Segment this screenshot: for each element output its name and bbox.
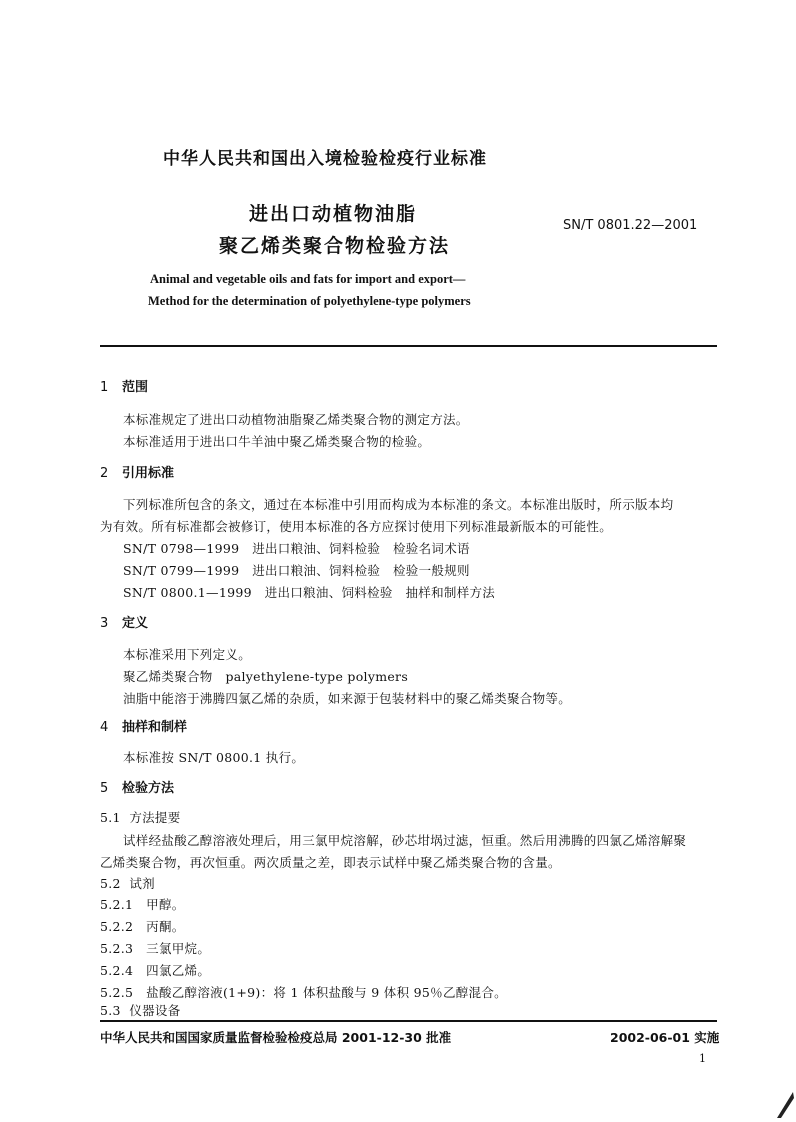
definition-text: 油脂中能溶于沸腾四氯乙烯的杂质，如来源于包装材料中的聚乙烯类聚合物等。 <box>123 691 572 706</box>
reference-item: SN/T 0800.1—1999 进出口粮油、饲料检验 抽样和制样方法 <box>123 585 496 600</box>
section-5-heading: 5 检验方法 <box>100 781 175 796</box>
approval-line: 中华人民共和国国家质量监督检验检疫总局 2001-12-30 批准 <box>100 1030 452 1045</box>
english-title-line-1: Animal and vegetable oils and fats for import and export— <box>150 272 466 286</box>
reagent-item: 5.2.4 四氯乙烯。 <box>100 963 211 978</box>
section-4-heading: 4 抽样和制样 <box>100 720 188 735</box>
header-divider <box>100 345 717 347</box>
english-title-line-2: Method for the determination of polyethylene-type polymers <box>148 294 471 308</box>
section-2-heading: 2 引用标准 <box>100 466 175 481</box>
reagent-item: 5.2.1 甲醇。 <box>100 897 185 912</box>
subsection-5-1-para-2: 乙烯类聚合物，再次恒重。两次质量之差，即表示试样中聚乙烯类聚合物的含量。 <box>100 855 561 870</box>
reference-item: SN/T 0799—1999 进出口粮油、饲料检验 检验一般规则 <box>123 563 470 578</box>
section-2-para-1: 下列标准所包含的条文，通过在本标准中引用而构成为本标准的条文。本标准出版时，所示版本均 <box>123 497 674 512</box>
section-4-para-1: 本标准按 SN/T 0800.1 执行。 <box>123 750 305 765</box>
subsection-5-1-para-1: 试样经盐酸乙醇溶液处理后，用三氯甲烷溶解，砂芯坩埚过滤，恒重。然后用沸腾的四氯乙烯溶解聚 <box>123 833 687 848</box>
reagent-item: 5.2.2 丙酮。 <box>100 919 185 934</box>
title-line-1: 进出口动植物油脂 <box>249 203 418 225</box>
definition-term: 聚乙烯类聚合物 palyethylene-type polymers <box>123 669 409 684</box>
title-line-2: 聚乙烯类聚合物检验方法 <box>219 235 451 257</box>
subsection-5-3-heading: 5.3 仪器设备 <box>100 1003 181 1018</box>
subsection-5-2-heading: 5.2 试剂 <box>100 876 155 891</box>
reagent-item: 5.2.5 盐酸乙醇溶液(1+9)：将 1 体积盐酸与 9 体积 95％乙醇混合。 <box>100 985 507 1000</box>
section-1-para-2: 本标准适用于进出口牛羊油中聚乙烯类聚合物的检验。 <box>123 434 431 449</box>
section-1-heading: 1 范围 <box>100 380 149 395</box>
effective-date: 2002-06-01 实施 <box>610 1030 720 1045</box>
footer-divider <box>100 1020 717 1022</box>
subsection-5-1-heading: 5.1 方法提要 <box>100 810 181 825</box>
reagent-item: 5.2.3 三氯甲烷。 <box>100 941 211 956</box>
industry-title: 中华人民共和国出入境检验检疫行业标准 <box>163 149 487 169</box>
section-1-para-1: 本标准规定了进出口动植物油脂聚乙烯类聚合物的测定方法。 <box>123 412 469 427</box>
page-number: 1 <box>699 1052 706 1065</box>
section-3-para-1: 本标准采用下列定义。 <box>123 647 252 662</box>
reference-item: SN/T 0798—1999 进出口粮油、饲料检验 检验名词术语 <box>123 541 470 556</box>
standard-code: SN/T 0801.22—2001 <box>563 218 698 233</box>
scan-mark-icon <box>775 1090 795 1120</box>
section-3-heading: 3 定义 <box>100 616 149 631</box>
section-2-para-2: 为有效。所有标准都会被修订，使用本标准的各方应探讨使用下列标准最新版本的可能性。 <box>100 519 613 534</box>
